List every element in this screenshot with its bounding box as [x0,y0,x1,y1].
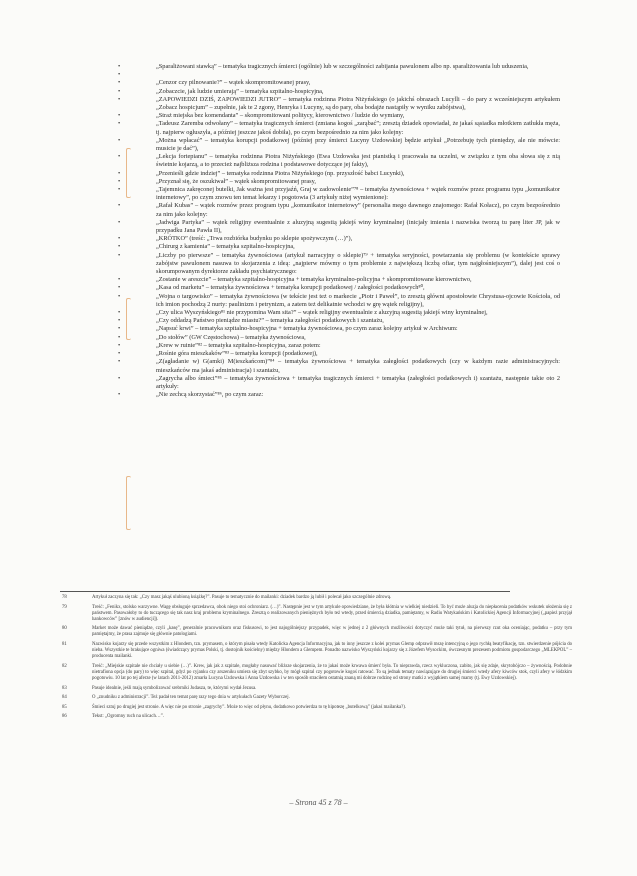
footnote [62,664,572,682]
list-item: • „Krew w ruinie”⁸² – tematyka szpitalno-hospicyjna, zaraz potem: [108,342,560,350]
list-item: • „Straż miejska bez komendanta” – skompromitowani politycy, kierownictwo / ludzie do wymiany, [108,112,560,120]
list-item: • „Można wpłacać” – tematyka korupcji podatkowej (później przy śmierci Lucyny Uzdowskiej będzie artykuł „Potrzebuję tych pieniędzy, ale nie mówcie: musicie je dać”), [108,137,560,153]
footnote [62,714,572,720]
footnote-text: Treść: „Miejskie szpitale nie chciały u siebie (…)”. Krew, jak jak z szpitale, mogłaby nasuwać bliższe skojarzenia, że to jakaś może krwawa śmierć była. To nieprawda, rzecz wykluczona, zabito, jak się zdaje, skrytobójczo – żywnością. Podobnie nietrafiona opcja (do pary) to więc szpital, gdyż po cyjanku czy arszeniku umiera się zbyt szybko, by mógł szpital czy pogotowie kogoś ratować. To są jednak tematy nawiązujące do drugiej śmierci wtedy afery kiwców stok, czyli afery w łódzkim pogotowiu. 10 lat po tej aferze (w latach 2011-2012) zmarła Lucyna Uzdowska i Anna Uzdowska i w ten sposób straciłem ostatnią znaną mi dobrze rodzinę od strony matki z wyjątkiem samej mamy (tj. Ewy Uzdowskiej). [92,663,572,682]
list-item: • „Wojna o targowisko” – tematyka żywnościowa (w tekście jest też o markecie „Piotr i Paweł”, to zresztą główni apostołowie Chrystusa-ojcowie Kościoła, od ich imion pochodzą 2 nurty: paulinizm i petrynizm, a zatem też delikatnie wchodzi w grę wątek religijny), [108,293,560,309]
main-text [108,63,560,399]
list-item: • „Kasa od marketu” – tematyka żywnościowa + tematyka korupcji podatkowej / załegłości podatkowych⁸⁰, [108,284,560,292]
footnote-number: 84 [62,695,67,701]
footnote-number: 83 [62,685,67,691]
list-item: • „Tadeusz Zaremba odwołany” – tematyka tragicznych śmierci (zmiana kogoś „zarąbać”; zresztą dziadek opowiadał, że jakaś sąsiadka młotkiem zatłukła męża, tj. najpierw ogłuszyła, a później jeszcze jakoś dobiła), po czym bezpośrednio za nim jako kolejny: [108,120,560,136]
footnote [62,642,572,660]
footnote-number: 86 [62,714,67,720]
list-item [108,71,560,79]
list-item: • „ZAPOWIEDZI DZIŚ, ZAPOWIEDZI JUTRO” – tematyka rodzinna Piotra Niżyńskiego (o jakichś obrazach Lucylli – do pary z wcześniejszym artykułem „Zobacz hospicjum” – zupełnie, jak te 2 zgony, Henryka i Lucyny, są do pary, oba bodajże nastąpiły w wyniku zabójstwa), [108,96,560,112]
footnote-text: Market może dawać pieniądze, czyli „kasę”, generalnie pracownikom oraz fiskusowi, to jest najogólniejszy przypadek, więc w jednej z 2 głównych możliwości dotyczyć może taki tytuł, na pierwszy rzut oka oceniając, podatku – przy tym pamiętajmy, że prasa zajmuje się głównie patologiami. [92,626,572,638]
footnotes [62,595,572,724]
list-item: • „Czy oddadzą Państwo pieniądze miastu?” – tematyka załegłości podatkowych i szantażu, [108,317,560,325]
footnote [62,605,572,623]
footnote-text: Pasuje idealnie, jeśli mają symbolizować srebrniki Judasza, te, którymi wydał Jezusa. [92,685,257,691]
list-item: • „Przenieśli gdzie indziej” – tematyka rodzinna Piotra Niżyńskiego (np. przyszłość babci Lucynki), [108,170,560,178]
footnote-text: Śmieci sztuj po drugiej jest stronie. A więc nie po stronie „zagrychy”. Może to więc od płynu, dodatkowo potwierdza to tę hipotezę „butelkową” (jakaś mailanka?). [92,704,407,710]
footnote-number: 78 [62,595,67,600]
footnote [62,686,572,692]
list-item: • „Lekcja fortepianu” – tematyka rodzinna Piotra Niżyńskiego (Ewa Uzdowska jest pianistką i pracowała na uczelni, w związku z tym oba słowa się z nią świetnie kojarzą, a to przecież najbliższa rodzina i podstawowe dotyczące jej fakty), [108,153,560,169]
footnote-text: Artykuł zaczyna się tak: „Czy masz jakąś ulubioną książkę?”. Pasuje to tematycznie do mailanki: dziadek bardzo ją lubił i polecał jako szczególnie zdrową. [92,595,392,600]
list-item: • „Przyznał się, że oszukiwał” – wątek skompromitowanej prasy, [108,178,560,186]
footnote-number: 80 [62,626,67,632]
list-item: • „Napsuć krwi” – tematyka szpitalno-hospicyjna + tematyka żywnościowa, po czym zaraz kolejny artykuł w Archiwum: [108,325,560,333]
footnote-text: O „znudniku z administracji”. Też padał ten temat parę razy tego dnia w artykułach Gazety Wyborczej. [92,695,290,701]
footnote [62,626,572,638]
list-item: • „Cenzor czy pilnowanie?” – wątek skompromitowanej prasy, [108,79,560,87]
footnote-text: Treść: „Fenikx, stolsko warzywne. Wagę obsługuje sprzedawca, obok niego stoi ochroniarz. (…)”. Następnie jest w tym artykule opowiedziane, że była kłótnia w wielkiej niedzieli. To być może aluzja do niepłacenia podatków wskutek ułożenia się z państwem. Pasowałoby to do tuczącego się tak nasz kraj problemu kryminalnego. Zresztą o realizowanych pieniężnych było też wtedy, przed śmiercią dziadka, pamiętamy, w Radiu Watykańskim i Katolickiej Agencji Informacyjnej („papież przyjął hankowców” [znów w audiencji]). [92,604,572,622]
highlight-bracket [126,298,131,340]
list-item: • „Rośnie góra mieszkaków”⁸³ – tematyka korupcji (podatkowej), [108,350,560,358]
footnote [62,595,572,601]
footnote-number: 79 [62,604,67,610]
footnote [62,695,572,701]
list-item: • „Zostanie w areszcie” – tematyka szpitalno-hospicyjna + tematyka kryminalno-policyjna + skompromitowane kierownictwo, [108,276,560,284]
footnote-text: Tekst: „Ogromny ruch na ulicach…”. [92,714,164,720]
list-item: • „Jadwiga Partyka” – wątek religijny ewentualnie z aluzyjną sugestią jakiejś winy kryminalnej (inicjały imienia i nazwiska tworzą tu parę liter JP, jak w przypadku Jana Pawła II), [108,219,560,235]
footnote-text: Nazwisko kojarzy się przede wszystkim z Hlondem, tzn. prymasem, o którym pisała wtedy Katolicka Agencja Informacyjna, jak to inny jeszcze z kolei prymas Glemp odprawił mszę intencyjną o jego rychłą beatyfikację, tzn. stwierdzenie pójścia do nieba. Wszystkie te brakujące ogniwa (świadczący prymas Polski, tj. dostojnik kościelny) między Hlondem a Glempem. Ponadto nazwisko Wyszyński kojarzy się z Józefem Wysockim, ówczesnym prezesem podmiotu gospodarczego „MLEKPOL” – producenta mailanki. [92,642,572,660]
list-item: • „Nie zechcą skorzystać”⁸⁶, po czym zaraz: [108,391,560,399]
list-item: • „Zagrycha albo śmieci”⁸⁵ – tematyka żywnościowa + tematyka tragicznych śmierci + tematyka (załegłości podatkowych i) szantażu, następnie takie oto 2 artykuły: [108,375,560,391]
list-item: • „Sparaliżowani stawką” – tematyka tragicznych śmierci (ogólnie) lub w szczególności zabijania pawulonem albo np. sparaliżowania lub uduszenia, [108,63,560,71]
list-item: • „Z(agładanie w) G(amki) M(ieszkańcom)”⁸⁴ – tematyka żywnościowa + tematyka załegłości podatkowych (czy w każdym razie administracyjnych: mieszkańców ma jakaś administracja) i szantażu, [108,358,560,374]
highlight-bracket [126,476,131,530]
footnote-number: 82 [62,663,67,669]
list-item: • „Zobaczcie, jak ludzie umierają” – tematyka szpitalno-hospicyjna, [108,88,560,96]
highlight-bracket [126,148,131,198]
list-item: • „Czy ulica Wyszyńskiego⁸¹ nie przypomina Wam sita?” – wątek religijny ewentualnie z aluzyjną sugestią jakiejś winy kryminalnej, [108,309,560,317]
footnote [62,705,572,711]
footnote-number: 85 [62,704,67,710]
list-item: • „Liczby po pierwsze” – tematyka żywnościowa (artykuł narracyjny o sklepie)⁷⁹ + tematyka seryjności, powtarzania się problemu (w kontekście sprawy zabójstw pawulonem nasuwa to skojarzenia z ideą: „najpierw mówmy o tym problemie z największą liczbą ofiar, tym najgłośniejszym”), dalej jest coś o skorumpowanym dyrektorze zakładu psychiatrycznego: [108,252,560,277]
footnote-divider [60,591,510,592]
list-item: • „Chirurg z kamienia” – tematyka szpitalno-hospicyjna, [108,243,560,251]
list-item: • „Rafał Kubas” – wątek rozmów przez program typu „komunikator internetowy” (personalia mego dawnego znajomego: Rafał Kołacz), po czym bezpośrednio za nim jako kolejny: [108,202,560,218]
list-item: • „KRÓTKO” (treść: „Trwa rozbiórka budynku po sklepie spożywczym (…)”), [108,235,560,243]
page-number: – Strona 45 z 78 – [289,798,348,807]
list-item: • „Do stołów” (GW Częstochowa) – tematyka żywnościowa, [108,334,560,342]
footnote-number: 81 [62,642,67,648]
list-item: • „Tajemnica zakręconej butelki, Jak ważna jest przyjaźń, Graj w zadowolenie”⁷⁸ – tematyka żywnościowa + wątek rozmów przez programu typu „komunikator internetowy”, po czym znowu ten temat lekarzy i pogotowia (3 artykuły niżej wymienione): [108,186,560,202]
